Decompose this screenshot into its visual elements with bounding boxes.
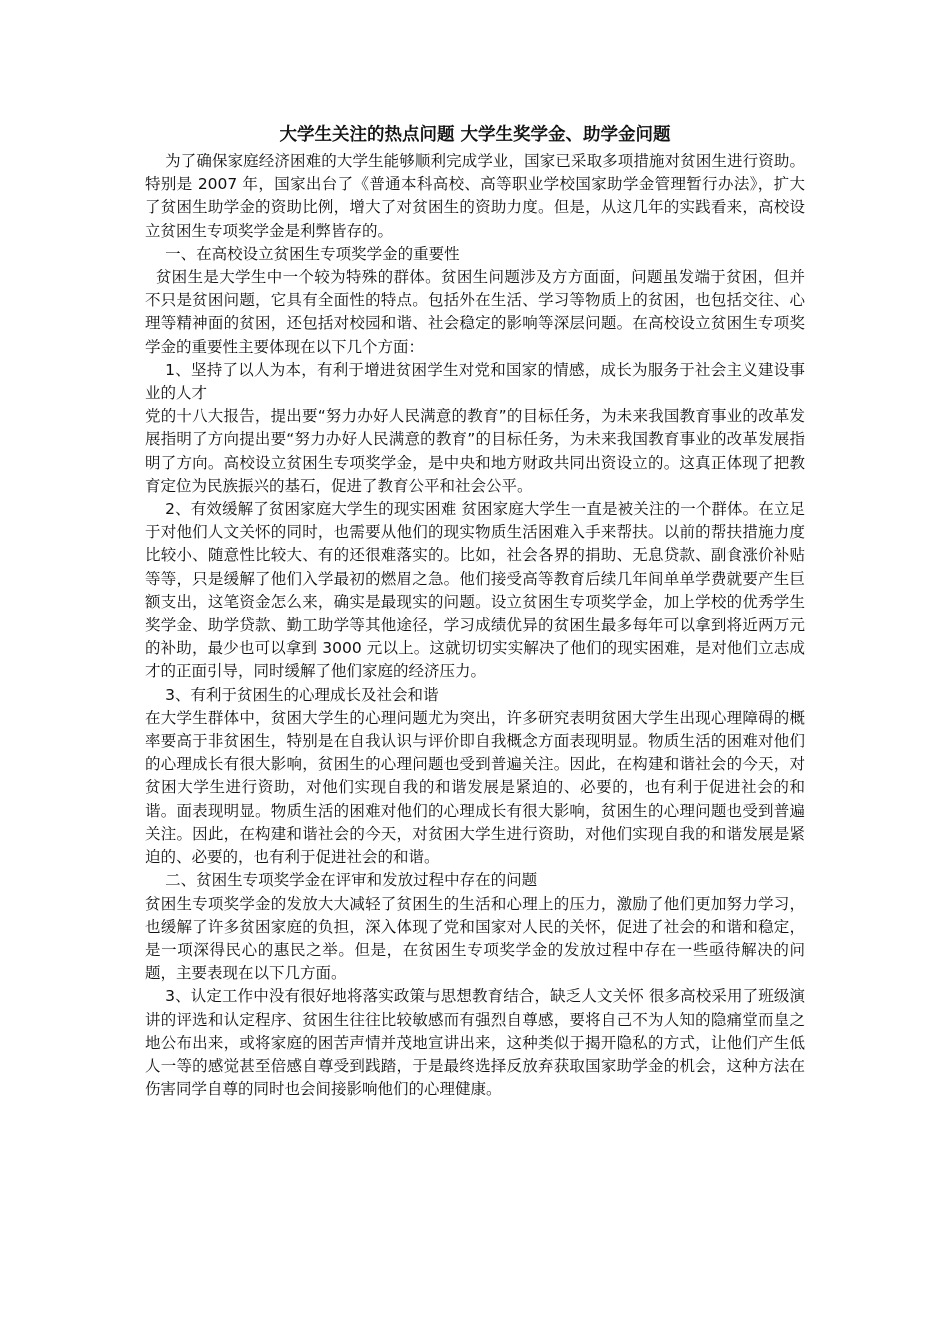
paragraph-relief: 2、有效缓解了贫困家庭大学生的现实困难 贫困家庭大学生一直是被关注的一个群体。在立足于对他们人文关怀的同时，也需要从他们的现实物质生活困难入手来帮扶。以前的帮扶措施力度比较小、随意性比较大、有的还很难落实的。比如，社会各界的捐助、无息贷款、副食涨价补贴等等，只是缓解了他们入学最初的燃眉之急。他们接受高等教育后续几年间单单学费就要产生巨额支出，这笔资金怎么来，确实是最现实的问题。设立贫困生专项奖学金，加上学校的优秀学生奖学金、助学贷款、勤工助学等其他途径，学习成绩优异的贫困生最多每年可以拿到将近两万元的补助，最少也可以拿到 3000 元以上。这就切切实实解决了他们的现实困难，是对他们立志成才的正面引导，同时缓解了他们家庭的经济压力。 xyxy=(145,500,805,681)
subsection-heading-3: 3、有利于贫困生的心理成长及社会和谐 xyxy=(165,685,439,704)
paragraph-18th-congress: 党的十八大报告，提出要“努力办好人民满意的教育”的目标任务，为未来我国教育事业的改革发展指明了方向提出要“努力办好人民满意的教育”的目标任务，为未来我国教育事业的改革发展指明了方向。高校设立贫困生专项奖学金，是中央和地方财政共同出资设立的。这真正体现了把教育定位为民族振兴的基石，促进了教育公平和社会公平。 xyxy=(145,407,805,495)
document-page xyxy=(145,122,805,1101)
section-heading-2: 二、贫困生专项奖学金在评审和发放过程中存在的问题 xyxy=(165,871,538,890)
paragraph-psychology: 在大学生群体中，贫困大学生的心理问题尤为突出，许多研究表明贫困大学生出现心理障碍的概率要高于非贫困生，特别是在自我认识与评价即自我概念方面表现明显。物质生活的困难对他们的心理成长有很大影响，贫困生的心理问题也受到普遍关注。因此，在构建和谐社会的今天，对贫困大学生进行资助，对他们实现自我的和谐发展是紧迫的、必要的，也有利于促进社会的和谐。面表现明显。物质生活的困难对他们的心理成长有很大影响，贫困生的心理问题也受到普遍关注。因此，在构建和谐社会的今天，对贫困大学生进行资助，对他们实现自我的和谐发展是紧迫的、必要的，也有利于促进社会的和谐。 xyxy=(145,708,805,867)
subsection-heading-1: 1、坚持了以人为本，有利于增进贫困学生对党和国家的情感，成长为服务于社会主义建设事业的人才 xyxy=(145,360,805,403)
section-heading-1: 一、在高校设立贫困生专项奖学金的重要性 xyxy=(165,244,460,263)
paragraph-poor-students: 贫困生是大学生中一个较为特殊的群体。贫困生问题涉及方方面面，问题虽发端于贫困，但并不只是贫困问题，它具有全面性的特点。包括外在生活、学习等物质上的贫困，也包括交往、心理等精神面的贫困，还包括对校园和谐、社会稳定的影响等深层问题。在高校设立贫困生专项奖学金的重要性主要体现在以下几个方面： xyxy=(145,268,805,356)
paragraph-intro: 为了确保家庭经济困难的大学生能够顺利完成学业，国家已采取多项措施对贫困生进行资助。特别是 2007 年，国家出台了《普通本科高校、高等职业学校国家助学金管理暂行办法》，扩大了贫困生助学金的资助比例，增大了对贫困生的资助力度。但是，从这几年的实践看来，高校设立贫困生专项奖学金是利弊皆存的。 xyxy=(145,152,805,240)
paragraph-recognition: 3、认定工作中没有很好地将落实政策与思想教育结合，缺乏人文关怀 很多高校采用了班级演讲的评选和认定程序、贫困生往往比较敏感而有强烈自尊感，要将自己不为人知的隐痛堂而皇之地公布出来，或将家庭的困苦声情并茂地宣讲出来，这种类似于揭开隐私的方式，让他们产生低人一等的感觉甚至倍感自尊受到践踏，于是最终选择反放弃获取国家助学金的机会，这种方法在伤害同学自尊的同时也会间接影响他们的心理健康。 xyxy=(145,987,805,1099)
paragraph-problems: 贫困生专项奖学金的发放大大减轻了贫困生的生活和心理上的压力，激励了他们更加努力学习，也缓解了许多贫困家庭的负担，深入体现了党和国家对人民的关怀，促进了社会的和谐和稳定，是一项深得民心的惠民之举。但是，在贫困生专项奖学金的发放过程中存在一些亟待解决的问题，主要表现在以下几方面。 xyxy=(145,894,805,983)
document-title: 大学生关注的热点问题 大学生奖学金、助学金问题 xyxy=(279,125,671,145)
